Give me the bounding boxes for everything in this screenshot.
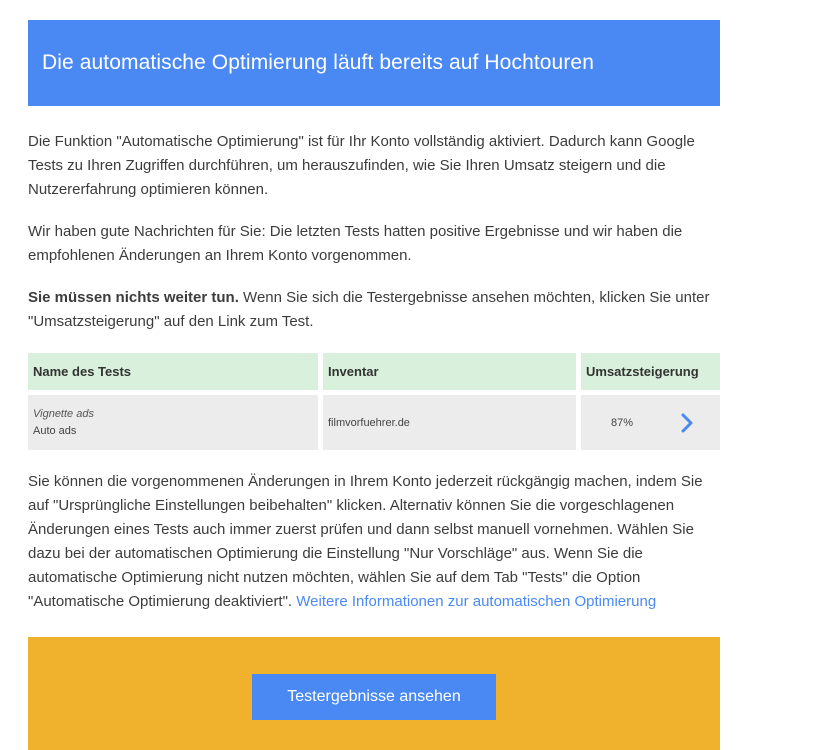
header-banner — [28, 20, 720, 106]
uplift-cell[interactable] — [581, 395, 720, 450]
intro-paragraph-3-text: Wenn Sie sich die Testergebnisse ansehen möchten, klicken Sie unter "Umsatzsteigerung" auf den Link zum Test. — [28, 289, 710, 330]
view-results-button[interactable]: Testergebnisse ansehen — [252, 674, 496, 720]
info-text: Sie können die vorgenommenen Änderungen in Ihrem Konto jederzeit rückgängig machen, indem Sie auf "Ursprüngliche Einstellungen beibehalten" klicken. Alternativ können Sie die vorgeschlagenen Änderungen eines Tests auch immer zuerst prüfen und dann selbst manuell vornehmen. Wählen Sie dazu bei der automatischen Optimierung die Einstellung "Nur Vorschläge" aus. Wenn Sie die automatische Optimierung nicht nutzen möchten, wählen Sie auf dem Tab "Tests" die Option "Automatische Optimierung deaktiviert". — [28, 473, 703, 610]
intro-paragraph-3 — [28, 286, 720, 334]
test-name: Auto ads — [33, 425, 77, 437]
uplift-value: 87% — [611, 416, 634, 429]
test-name-cell — [28, 395, 318, 450]
intro-paragraph-1: Die Funktion "Automatische Optimierung" ist für Ihr Konto vollständig aktiviert. Dadurch kann Google Tests zu Ihren Zugriffen durchführen, um herauszufinden, wie Sie Ihren Umsatz steigern und die Nutzererfahrung optimieren können. — [28, 133, 695, 198]
chevron-right-icon[interactable] — [679, 413, 695, 433]
more-info-link[interactable]: Weitere Informationen zur automatischen Optimierung — [296, 593, 657, 610]
cta-banner — [28, 637, 720, 750]
test-subtitle: Vignette ads — [33, 408, 94, 420]
intro-paragraph-2: Wir haben gute Nachrichten für Sie: Die letzten Tests hatten positive Ergebnisse und wir haben die empfohlenen Änderungen an Ihrem Konto vorgenommen. — [28, 223, 683, 264]
column-header-test-name: Name des Tests — [28, 353, 318, 390]
intro-emphasis: Sie müssen nichts weiter tun. — [28, 289, 239, 306]
page-title: Die automatische Optimierung läuft bereits auf Hochtouren — [42, 51, 594, 74]
inventory-cell: filmvorfuehrer.de — [323, 395, 576, 450]
info-paragraph — [28, 470, 720, 614]
column-header-inventory: Inventar — [323, 353, 576, 390]
column-header-uplift: Umsatzsteigerung — [581, 353, 720, 390]
